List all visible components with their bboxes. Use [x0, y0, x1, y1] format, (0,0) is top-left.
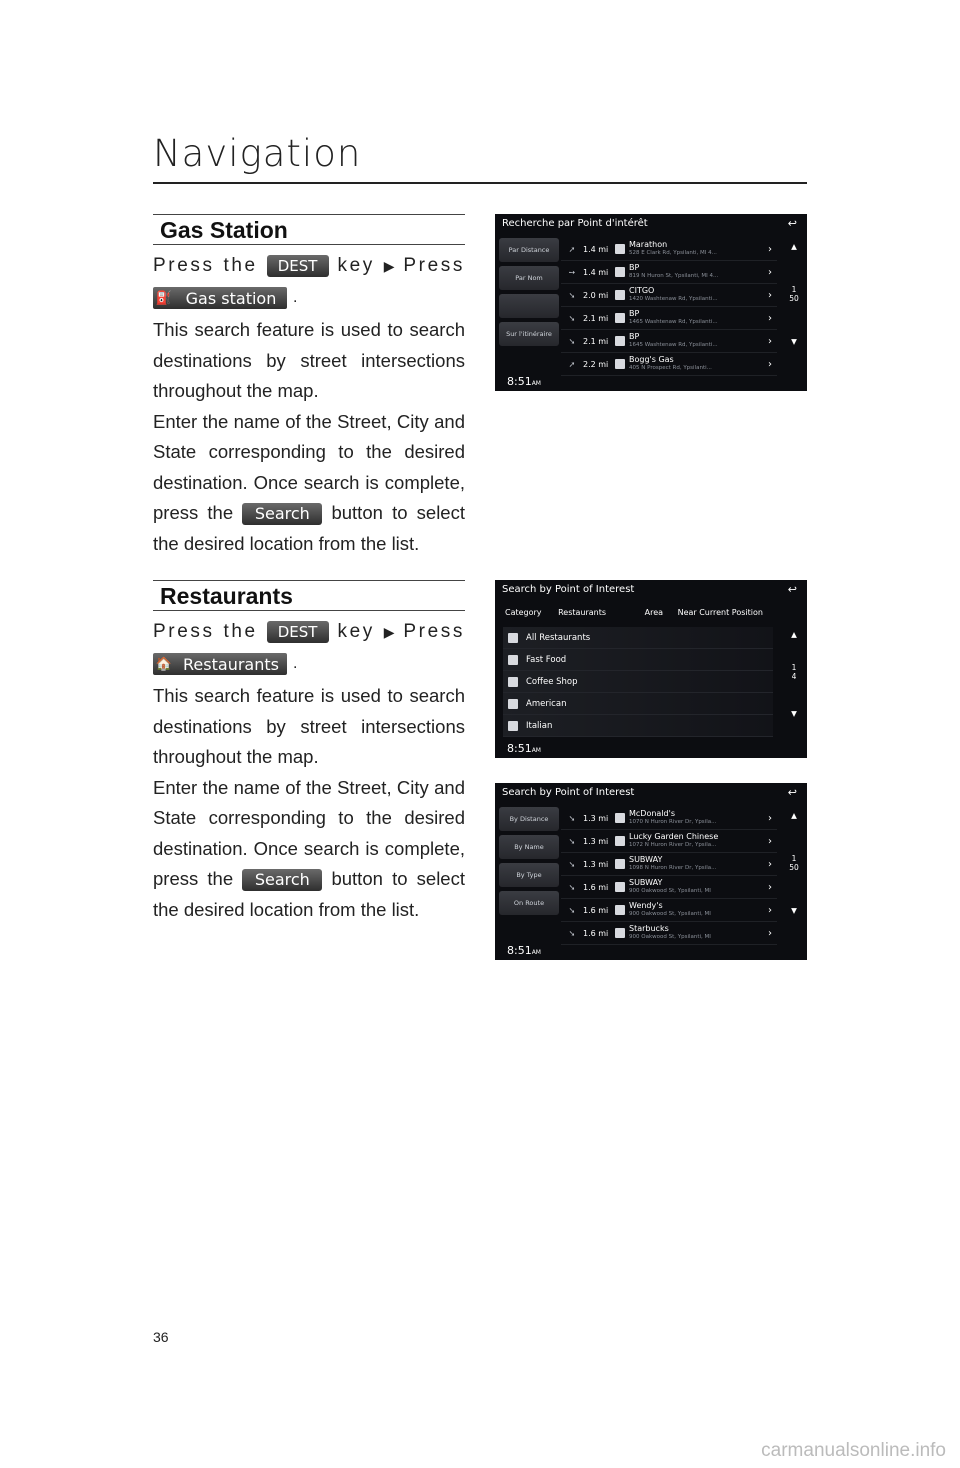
the-text: the — [223, 255, 258, 276]
area-label: Area — [644, 608, 664, 617]
distance: 2.2 mi — [583, 359, 609, 369]
watermark: carmanualsonline.info — [761, 1440, 946, 1461]
instruction-paragraph — [153, 407, 465, 560]
instruction-text-b: button to select the desired location from the list. — [153, 502, 465, 554]
result-list — [561, 807, 777, 945]
page-bottom: 50 — [789, 863, 799, 872]
poi-screen-gas — [495, 214, 807, 391]
distance: 1.3 mi — [583, 836, 609, 846]
screen-title: Search by Point of Interest — [502, 787, 635, 798]
list-item[interactable] — [503, 671, 773, 693]
arrow-right-icon: ▶ — [383, 258, 395, 274]
tab-par-distance[interactable]: Par Distance — [499, 238, 559, 262]
instruction-text-a: Enter the name of the Street, City and State corresponding to the desired destination. Once search is complete, press the — [153, 776, 465, 889]
page-bottom: 50 — [789, 294, 799, 303]
press-text-2: Press — [403, 621, 465, 642]
restaurant-icon — [615, 905, 625, 915]
chevron-right-icon: › — [768, 927, 772, 939]
tab-on-route[interactable]: On Route — [499, 891, 559, 915]
distance: 1.6 mi — [583, 928, 609, 938]
page-top: 1 — [791, 285, 797, 294]
chevron-right-icon: › — [768, 881, 772, 893]
scroll-up-icon[interactable]: ▲ — [791, 630, 797, 639]
category-icon — [508, 633, 518, 643]
poi-address: 1645 Washtenaw Rd, Ypsilanti... — [629, 342, 718, 348]
fuel-icon — [615, 359, 625, 369]
poi-name: Wendy's — [629, 902, 663, 910]
list-item[interactable] — [561, 876, 777, 899]
list-item[interactable] — [503, 715, 773, 737]
poi-address: 1420 Washtenaw Rd, Ypsilanti... — [629, 296, 718, 302]
category-icon — [508, 677, 518, 687]
distance: 1.3 mi — [583, 813, 609, 823]
result-list — [561, 238, 777, 376]
dest-key-button: DEST — [267, 621, 329, 643]
screen-title: Recherche par Point d'intérêt — [502, 218, 648, 229]
back-icon[interactable]: ↩ — [787, 583, 797, 596]
description-paragraph: This search feature is used to search destinations by street intersections throughout the map. — [153, 319, 465, 401]
poi-address: 819 N Huron St, Ypsilanti, MI 4... — [629, 273, 719, 279]
chevron-right-icon: › — [768, 243, 772, 255]
scrollbar[interactable] — [787, 811, 801, 931]
press-text: Press — [153, 621, 215, 642]
back-icon[interactable]: ↩ — [787, 786, 797, 799]
clock-time: 8:51 — [507, 742, 532, 755]
poi-name: Marathon — [629, 241, 668, 249]
section-heading: Gas Station — [153, 214, 465, 245]
poi-name: Starbucks — [629, 925, 669, 933]
poi-name: SUBWAY — [629, 856, 663, 864]
category-list — [503, 627, 773, 737]
gas-station-section — [153, 214, 465, 559]
chevron-right-icon: › — [768, 289, 772, 301]
instruction-text-a: Enter the name of the Street, City and State corresponding to the desired destination. Once search is complete, press the — [153, 410, 465, 523]
tab-by-name[interactable]: By Name — [499, 835, 559, 859]
direction-icon: ➚ — [568, 359, 576, 369]
direction-icon: ➘ — [568, 905, 576, 915]
restaurant-icon — [615, 928, 625, 938]
tab-empty[interactable] — [499, 294, 559, 318]
restaurant-icon — [615, 882, 625, 892]
clock — [507, 944, 541, 957]
direction-icon: ➘ — [568, 290, 576, 300]
key-text: key — [337, 255, 375, 276]
clock — [507, 375, 541, 388]
key-text: key — [337, 621, 375, 642]
arrow-right-icon: ▶ — [383, 624, 395, 640]
direction-icon: ➘ — [568, 313, 576, 323]
chevron-right-icon: › — [768, 858, 772, 870]
category-label: Category — [505, 608, 542, 617]
page-top: 1 — [791, 663, 797, 672]
item-label: All Restaurants — [526, 632, 591, 643]
poi-address: 900 Oakwood St, Ypsilanti, MI — [629, 888, 711, 894]
poi-line — [153, 649, 465, 679]
tab-par-nom[interactable]: Par Nom — [499, 266, 559, 290]
direction-icon: ➘ — [568, 336, 576, 346]
poi-name: McDonald's — [629, 810, 675, 818]
poi-address: 900 Oakwood St, Ypsilanti, MI — [629, 934, 711, 940]
fuel-icon — [615, 336, 625, 346]
sort-tabs — [499, 807, 559, 919]
poi-name: CITGO — [629, 287, 655, 295]
screen-title: Search by Point of Interest — [502, 584, 635, 595]
chevron-right-icon: › — [768, 812, 772, 824]
tab-by-type[interactable]: By Type — [499, 863, 559, 887]
item-label: Coffee Shop — [526, 676, 578, 687]
the-text: the — [223, 621, 258, 642]
direction-icon: ➘ — [568, 928, 576, 938]
press-text: Press — [153, 255, 215, 276]
restaurants-label: Restaurants — [183, 654, 279, 674]
category-value[interactable]: Restaurants — [558, 608, 607, 617]
instruction-text-b: button to select the desired location from the list. — [153, 868, 465, 920]
tab-sur-itineraire[interactable]: Sur l'itinéraire — [499, 322, 559, 346]
poi-screen-restaurants-category — [495, 580, 807, 758]
list-item[interactable] — [561, 330, 777, 353]
fuel-pump-icon: ⛽ — [155, 290, 173, 306]
list-item[interactable] — [561, 830, 777, 853]
distance: 1.4 mi — [583, 244, 609, 254]
category-icon — [508, 699, 518, 709]
area-value[interactable]: Near Current Position — [677, 608, 763, 617]
poi-address: 1070 N Huron River Dr, Ypsila... — [629, 819, 717, 825]
dest-key-button: DEST — [267, 255, 329, 277]
item-label: Italian — [526, 720, 553, 731]
list-item[interactable] — [561, 261, 777, 284]
distance: 2.0 mi — [583, 290, 609, 300]
chevron-right-icon: › — [768, 835, 772, 847]
clock-ampm: AM — [531, 747, 541, 754]
poi-address: 900 Oakwood St, Ypsilanti, MI — [629, 911, 711, 917]
section-heading: Restaurants — [153, 580, 465, 611]
restaurant-icon — [615, 836, 625, 846]
poi-address: 405 N Prospect Rd, Ypsilanti... — [629, 365, 712, 371]
poi-address: 1072 N Huron River Dr, Ypsila... — [629, 842, 717, 848]
direction-icon: ➘ — [568, 836, 576, 846]
scrollbar[interactable] — [787, 630, 801, 740]
category-icon — [508, 655, 518, 665]
list-item[interactable] — [561, 238, 777, 261]
item-label: Fast Food — [526, 654, 567, 665]
clock-time: 8:51 — [507, 944, 532, 957]
description-paragraph: This search feature is used to search destinations by street intersections throughout the map. — [153, 685, 465, 767]
direction-icon: ➘ — [568, 813, 576, 823]
list-item[interactable] — [561, 353, 777, 376]
chevron-right-icon: › — [768, 335, 772, 347]
distance: 1.3 mi — [583, 859, 609, 869]
gas-station-label: Gas station — [185, 288, 277, 308]
fuel-icon — [615, 290, 625, 300]
period: . — [293, 289, 298, 306]
list-item[interactable] — [561, 807, 777, 830]
title-rule — [153, 182, 807, 184]
tab-by-distance[interactable]: By Distance — [499, 807, 559, 831]
scroll-down-icon[interactable]: ▼ — [791, 337, 797, 346]
press-instruction — [153, 617, 465, 647]
restaurant-icon: 🏠 — [155, 656, 173, 672]
list-item[interactable] — [561, 922, 777, 945]
distance: 2.1 mi — [583, 313, 609, 323]
restaurants-section — [153, 580, 465, 925]
direction-icon: ➙ — [568, 267, 576, 277]
clock-time: 8:51 — [507, 375, 532, 388]
category-icon — [508, 721, 518, 731]
search-button: Search — [242, 869, 322, 891]
distance: 1.6 mi — [583, 905, 609, 915]
poi-name: SUBWAY — [629, 879, 663, 887]
clock — [507, 742, 541, 755]
page-number: 36 — [153, 1329, 169, 1345]
press-text-2: Press — [403, 255, 465, 276]
poi-screen-restaurants-results — [495, 783, 807, 960]
list-item[interactable] — [503, 693, 773, 715]
poi-address: 1465 Washtenaw Rd, Ypsilanti... — [629, 319, 718, 325]
scroll-down-icon[interactable]: ▼ — [791, 709, 797, 718]
direction-icon: ➘ — [568, 859, 576, 869]
back-icon[interactable]: ↩ — [787, 217, 797, 230]
poi-name: Bogg's Gas — [629, 356, 674, 364]
list-item[interactable] — [561, 853, 777, 876]
fuel-icon — [615, 313, 625, 323]
chevron-right-icon: › — [768, 266, 772, 278]
scrollbar[interactable] — [787, 242, 801, 362]
page-bottom: 4 — [791, 672, 797, 681]
list-item[interactable] — [561, 307, 777, 330]
scroll-up-icon[interactable]: ▲ — [791, 242, 797, 251]
chevron-right-icon: › — [768, 358, 772, 370]
direction-icon: ➘ — [568, 882, 576, 892]
fuel-icon — [615, 244, 625, 254]
restaurants-button — [153, 653, 287, 675]
poi-address: 528 E Clark Rd, Ypsilanti, MI 4... — [629, 250, 717, 256]
poi-name: Lucky Garden Chinese — [629, 833, 719, 841]
poi-name: BP — [629, 264, 640, 272]
scroll-up-icon[interactable]: ▲ — [791, 811, 797, 820]
restaurant-icon — [615, 859, 625, 869]
filter-bar — [505, 608, 797, 617]
clock-ampm: AM — [531, 380, 541, 387]
poi-name: BP — [629, 310, 640, 318]
list-item[interactable] — [503, 649, 773, 671]
sort-tabs — [499, 238, 559, 350]
page-title: Navigation — [153, 132, 362, 175]
poi-address: 1098 N Huron River Dr, Ypsila... — [629, 865, 717, 871]
clock-ampm: AM — [531, 949, 541, 956]
list-item[interactable] — [561, 899, 777, 922]
distance: 2.1 mi — [583, 336, 609, 346]
scroll-down-icon[interactable]: ▼ — [791, 906, 797, 915]
list-item[interactable] — [503, 627, 773, 649]
poi-line — [153, 283, 465, 313]
press-instruction — [153, 251, 465, 281]
list-item[interactable] — [561, 284, 777, 307]
poi-name: BP — [629, 333, 640, 341]
chevron-right-icon: › — [768, 904, 772, 916]
direction-icon: ➚ — [568, 244, 576, 254]
search-button: Search — [242, 503, 322, 525]
gas-station-button — [153, 287, 287, 309]
page-top: 1 — [791, 854, 797, 863]
restaurant-icon — [615, 813, 625, 823]
period: . — [293, 655, 298, 672]
distance: 1.6 mi — [583, 882, 609, 892]
distance: 1.4 mi — [583, 267, 609, 277]
chevron-right-icon: › — [768, 312, 772, 324]
item-label: American — [526, 698, 567, 709]
instruction-paragraph — [153, 773, 465, 926]
fuel-icon — [615, 267, 625, 277]
